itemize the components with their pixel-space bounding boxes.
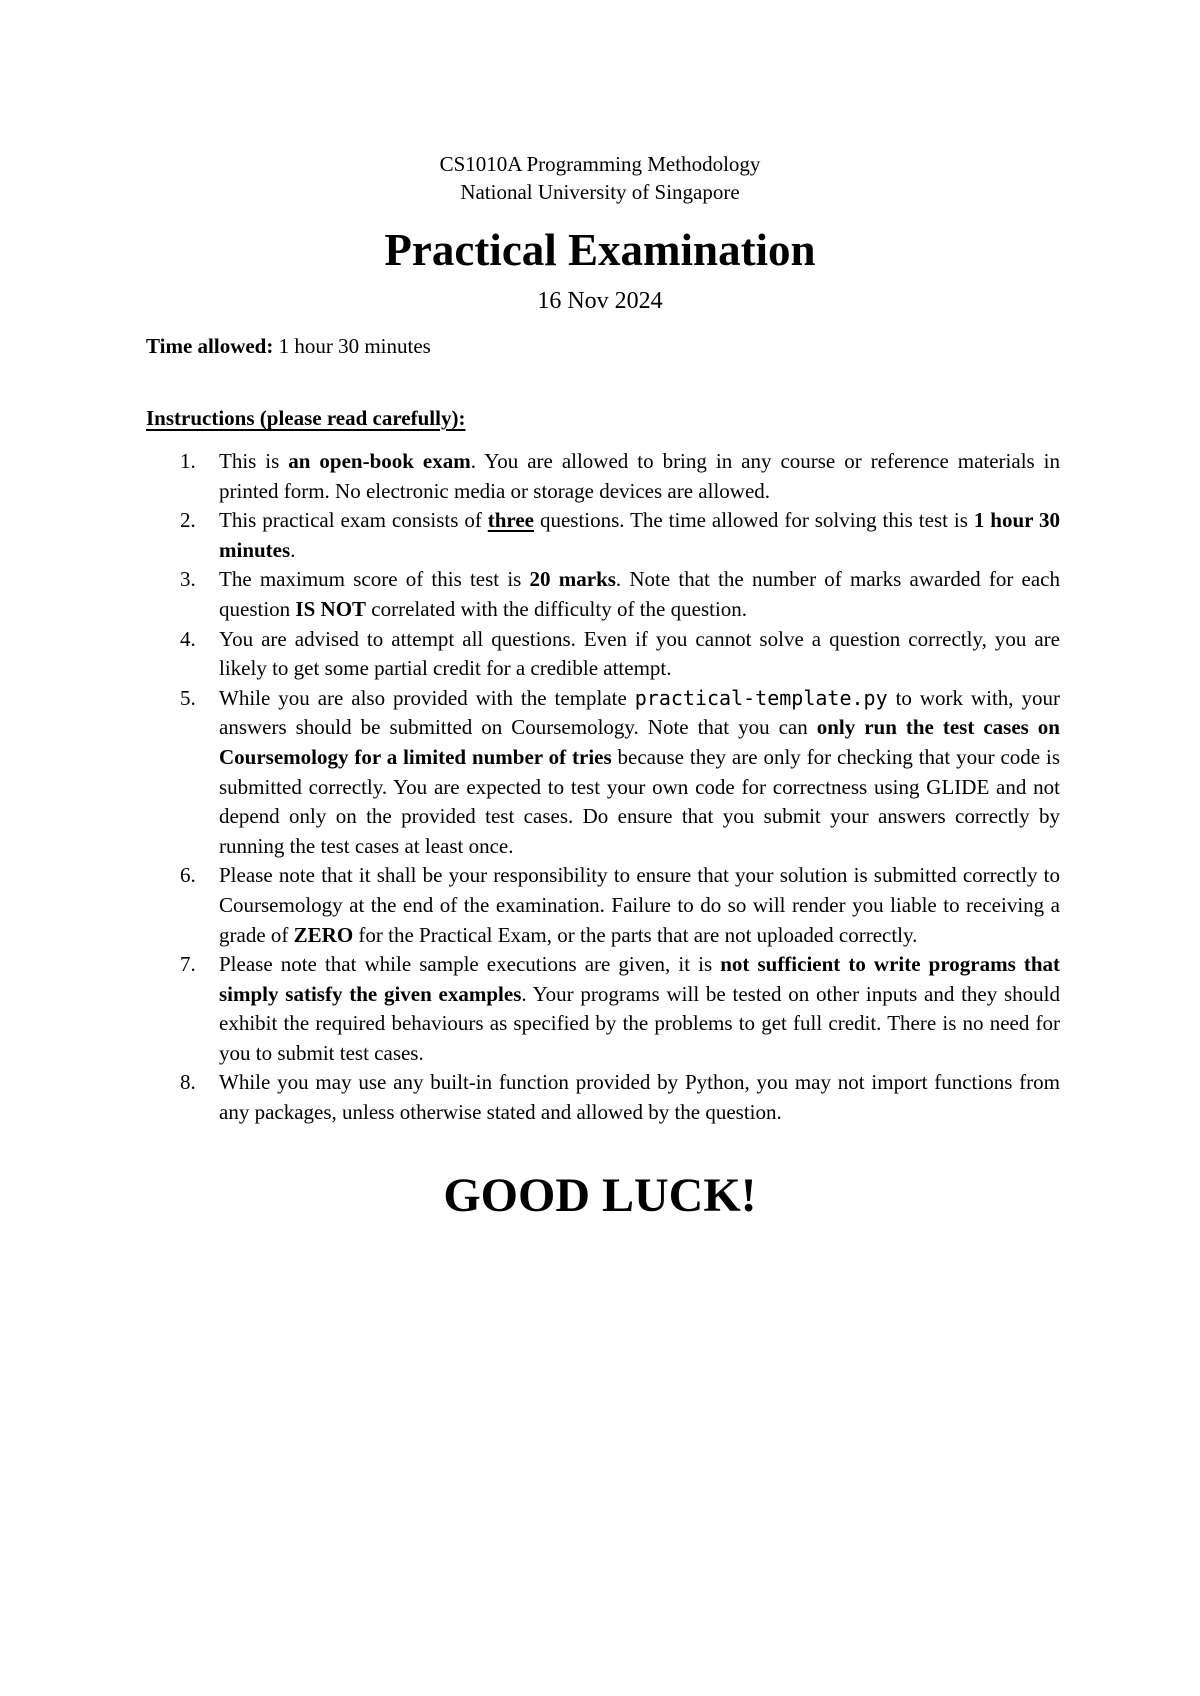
instruction-segment: This practical exam consists of: [219, 508, 488, 533]
time-allowed: [146, 334, 431, 359]
instruction-number: 2.: [180, 508, 196, 533]
instruction-segment: . You are allowed to bring in any course or reference materials in printed form. No electronic media or storage devices are allowed.: [219, 449, 1060, 503]
instruction-text: [219, 686, 1060, 858]
course-name: CS1010A Programming Methodology: [439, 152, 761, 176]
instruction-segment: to work with, your answers should be submitted on Coursemology. Note that you can: [219, 685, 1060, 740]
university-name: National University of Singapore: [460, 180, 740, 204]
instruction-item: [146, 950, 1060, 1068]
emphasis-text: ZERO: [293, 922, 354, 947]
instruction-item: [146, 1068, 1060, 1127]
instruction-segment: Please note that while sample executions are given, it is: [219, 952, 721, 977]
time-allowed-label: Time allowed:: [146, 334, 274, 358]
instruction-item: [146, 506, 1060, 565]
instruction-item: [146, 684, 1060, 862]
exam-date: 16 Nov 2024: [537, 288, 663, 314]
instruction-segment: Please note that it shall be your responsibility to ensure that your solution is submitted correctly to Coursemology at the end of the examination. Failure to do so will render you liable to receiving a grade of: [219, 863, 1060, 947]
filename-code: practical-template.py: [634, 685, 888, 710]
instruction-number: 4.: [180, 626, 196, 651]
instruction-item: [146, 565, 1060, 624]
instruction-segment: This is: [219, 449, 289, 473]
emphasis-text: IS NOT: [295, 596, 367, 621]
closing-message: GOOD LUCK!: [443, 1169, 757, 1222]
emphasis-text: not sufficient to write programs that simply satisfy the given examples: [219, 952, 1060, 1006]
instruction-number: 5.: [180, 685, 196, 710]
instruction-text: [219, 952, 1060, 1065]
emphasis-text: an open-book exam: [288, 449, 471, 473]
instruction-segment: .: [290, 537, 296, 562]
instruction-segment: The maximum score of this test is: [219, 567, 530, 592]
instruction-segment: While you may use any built-in function provided by Python, you may not import functions from any packages, unless otherwise stated and allowed by the question.: [219, 1070, 1060, 1125]
instruction-number: 1.: [180, 449, 196, 473]
instruction-segment: for the Practical Exam, or the parts that are not uploaded correctly.: [353, 922, 918, 947]
instruction-number: 6.: [180, 863, 196, 888]
instruction-segment: questions. The time allowed for solving this test is: [534, 508, 974, 533]
page-title: Practical Examination: [384, 225, 816, 275]
instruction-segment: correlated with the difficulty of the question.: [366, 596, 748, 621]
instruction-text: [219, 627, 1060, 681]
instruction-item: [146, 447, 1060, 506]
instruction-segment: . Your programs will be tested on other inputs and they should exhibit the required behaviours as specified by the problems to get full credit. There is no need for you to submit test cases.: [219, 981, 1061, 1065]
instruction-number: 7.: [180, 952, 196, 977]
instruction-segment: because they are only for checking that your code is submitted correctly. You are expected to test your own code for correctness using GLIDE and not depend only on the provided test cases. Do ensure that you submit your answers correctly by running the test cases at least once.: [219, 744, 1060, 858]
instruction-segment: . Note that the number of marks awarded for each question: [219, 567, 1060, 621]
instruction-item: [146, 625, 1060, 684]
instruction-text: [219, 1070, 1060, 1124]
emphasis-text: only run the test cases on Coursemology for a limited number of tries: [219, 715, 1060, 769]
instruction-text: [219, 449, 1060, 503]
instruction-text: [219, 863, 1060, 946]
time-allowed-value: 1 hour 30 minutes: [278, 334, 431, 358]
instruction-segment: While you are also provided with the template: [219, 685, 635, 710]
emphasis-text: 1 hour 30 minutes: [219, 508, 1060, 562]
instruction-segment: You are advised to attempt all questions. Even if you cannot solve a question correctly, you are likely to get some partial credit for a credible attempt.: [219, 626, 1060, 681]
instruction-number: 8.: [180, 1070, 196, 1095]
instruction-item: [146, 861, 1060, 950]
instructions-heading: Instructions (please read carefully):: [146, 406, 466, 430]
instruction-text: [219, 567, 1060, 621]
instruction-text: [219, 508, 1060, 562]
instruction-number: 3.: [180, 567, 196, 592]
emphasis-text: 20 marks: [529, 567, 616, 592]
emphasis-text: three: [487, 508, 535, 533]
instructions-list: [146, 447, 1060, 1128]
